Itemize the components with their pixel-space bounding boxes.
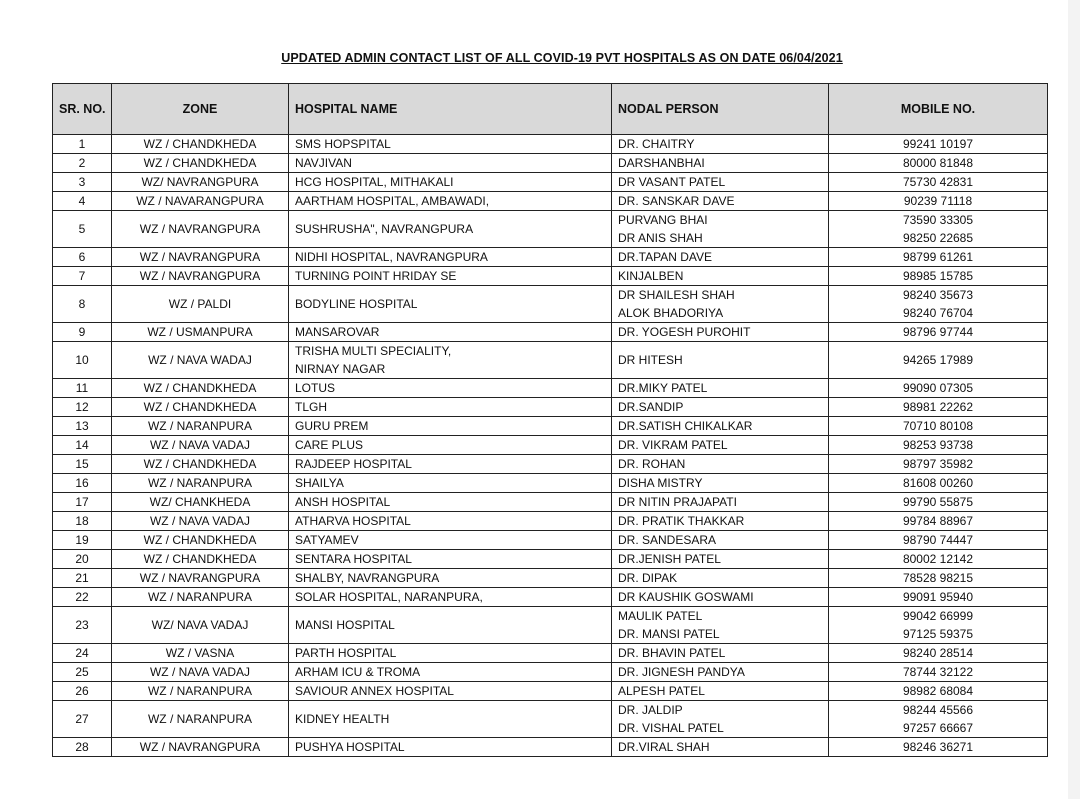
zone-cell: WZ / CHANDKHEDA — [112, 154, 289, 173]
sr-no-cell: 4 — [53, 192, 112, 211]
hospital-name-line: SAVIOUR ANNEX HOSPITAL — [295, 684, 454, 698]
sr-no-cell: 13 — [53, 417, 112, 436]
mobile-number-line: 75730 42831 — [902, 175, 974, 189]
hospital-name-cell — [289, 192, 612, 211]
zone-cell: WZ/ CHANKHEDA — [112, 493, 289, 512]
hospital-name-cell — [289, 644, 612, 663]
mobile-no-cell — [829, 417, 1048, 436]
mobile-no-cell — [829, 436, 1048, 455]
nodal-person-cell — [612, 154, 829, 173]
sr-no-cell: 21 — [53, 569, 112, 588]
sr-no-cell: 15 — [53, 455, 112, 474]
hospital-name-cell — [289, 248, 612, 267]
nodal-person-line: DR. YOGESH PUROHIT — [618, 325, 751, 339]
nodal-person-line: DR VASANT PATEL — [618, 175, 726, 189]
mobile-no-cell — [829, 398, 1048, 417]
mobile-no-cell — [829, 135, 1048, 154]
zone-cell: WZ / NARANPURA — [112, 588, 289, 607]
nodal-person-cell — [612, 398, 829, 417]
mobile-number-line: 98799 61261 — [902, 250, 974, 264]
mobile-no-cell — [829, 644, 1048, 663]
zone-cell: WZ / CHANDKHEDA — [112, 550, 289, 569]
mobile-number-line: 98253 93738 — [902, 438, 974, 452]
nodal-person-line: DR.TAPAN DAVE — [618, 250, 713, 264]
mobile-number-line: 80000 81848 — [902, 156, 974, 170]
hospital-name-line: SOLAR HOSPITAL, NARANPURA, — [295, 590, 483, 604]
nodal-person-cell — [612, 644, 829, 663]
sr-no-cell: 10 — [53, 342, 112, 379]
zone-cell: WZ / NAVRANGPURA — [112, 569, 289, 588]
hospital-name-line: HCG HOSPITAL, MITHAKALI — [295, 175, 454, 189]
nodal-person-line: MAULIK PATEL — [618, 609, 703, 623]
hospital-contact-table — [52, 83, 1048, 757]
table-row — [53, 154, 1048, 173]
hospital-name-cell — [289, 588, 612, 607]
hospital-name-line: SHALBY, NAVRANGPURA — [295, 571, 440, 585]
mobile-no-cell — [829, 607, 1048, 644]
zone-cell: WZ / NAVA WADAJ — [112, 342, 289, 379]
mobile-number-line: 98796 97744 — [902, 325, 974, 339]
hospital-name-cell — [289, 342, 612, 379]
hospital-name-line: SATYAMEV — [295, 533, 359, 547]
hospital-name-cell — [289, 455, 612, 474]
sr-no-cell: 20 — [53, 550, 112, 569]
sr-no-cell: 9 — [53, 323, 112, 342]
table-row — [53, 607, 1048, 644]
nodal-person-line: DR NITIN PRAJAPATI — [618, 495, 737, 509]
mobile-number-line: 99042 66999 — [902, 609, 974, 623]
mobile-number-line: 81608 00260 — [902, 476, 974, 490]
table-row — [53, 588, 1048, 607]
table-body — [53, 135, 1048, 757]
nodal-person-cell — [612, 474, 829, 493]
document-title: UPDATED ADMIN CONTACT LIST OF ALL COVID-19 PVT HOSPITALS AS ON DATE 06/04/2021 — [281, 51, 843, 65]
nodal-person-line: DR. ROHAN — [618, 457, 686, 471]
table-row — [53, 323, 1048, 342]
mobile-number-line: 98240 28514 — [902, 646, 974, 660]
sr-no-cell: 8 — [53, 286, 112, 323]
table-row — [53, 192, 1048, 211]
hospital-name-line: LOTUS — [295, 381, 336, 395]
nodal-person-line: DR.SANDIP — [618, 400, 684, 414]
table-row — [53, 267, 1048, 286]
mobile-no-cell — [829, 738, 1048, 757]
hospital-name-line: TLGH — [295, 400, 328, 414]
nodal-person-cell — [612, 342, 829, 379]
nodal-person-cell — [612, 379, 829, 398]
table-row — [53, 738, 1048, 757]
zone-cell: WZ / PALDI — [112, 286, 289, 323]
header-sr-no: SR. NO. — [53, 84, 112, 135]
nodal-person-line: DR.MIKY PATEL — [618, 381, 708, 395]
zone-cell: WZ / VASNA — [112, 644, 289, 663]
sr-no-cell: 3 — [53, 173, 112, 192]
zone-cell: WZ / CHANDKHEDA — [112, 398, 289, 417]
table-row — [53, 644, 1048, 663]
mobile-no-cell — [829, 154, 1048, 173]
sr-no-cell: 27 — [53, 701, 112, 738]
hospital-name-cell — [289, 286, 612, 323]
mobile-no-cell — [829, 474, 1048, 493]
table-row — [53, 173, 1048, 192]
zone-cell: WZ/ NAVRANGPURA — [112, 173, 289, 192]
hospital-name-line: MANSAROVAR — [295, 325, 380, 339]
header-hospital-name: HOSPITAL NAME — [289, 84, 612, 135]
table-row — [53, 474, 1048, 493]
hospital-name-line: NIRNAY NAGAR — [295, 362, 386, 376]
hospital-name-line: MANSI HOSPITAL — [295, 618, 395, 632]
mobile-number-line: 99784 88967 — [902, 514, 974, 528]
sr-no-cell: 19 — [53, 531, 112, 550]
nodal-person-line: ALOK BHADORIYA — [618, 306, 724, 320]
mobile-no-cell — [829, 323, 1048, 342]
nodal-person-cell — [612, 550, 829, 569]
table-row — [53, 436, 1048, 455]
zone-cell: WZ / NARANPURA — [112, 474, 289, 493]
hospital-name-cell — [289, 173, 612, 192]
mobile-no-cell — [829, 173, 1048, 192]
mobile-number-line: 73590 33305 — [902, 213, 974, 227]
mobile-number-line: 98240 35673 — [902, 288, 974, 302]
mobile-number-line: 70710 80108 — [902, 419, 974, 433]
sr-no-cell: 2 — [53, 154, 112, 173]
nodal-person-line: DR ANIS SHAH — [618, 231, 703, 245]
nodal-person-cell — [612, 738, 829, 757]
table-row — [53, 663, 1048, 682]
table-row — [53, 531, 1048, 550]
mobile-no-cell — [829, 588, 1048, 607]
nodal-person-line: DR. MANSI PATEL — [618, 627, 720, 641]
mobile-number-line: 78744 32122 — [902, 665, 974, 679]
nodal-person-line: DR KAUSHIK GOSWAMI — [618, 590, 754, 604]
mobile-no-cell — [829, 342, 1048, 379]
mobile-number-line: 94265 17989 — [902, 353, 974, 367]
zone-cell: WZ / CHANDKHEDA — [112, 455, 289, 474]
mobile-number-line: 90239 71118 — [903, 194, 973, 208]
hospital-name-cell — [289, 135, 612, 154]
nodal-person-cell — [612, 267, 829, 286]
sr-no-cell: 18 — [53, 512, 112, 531]
nodal-person-line: DR.JENISH PATEL — [618, 552, 721, 566]
hospital-name-line: SMS HOPSPITAL — [295, 137, 391, 151]
nodal-person-line: DR. VIKRAM PATEL — [618, 438, 728, 452]
sr-no-cell: 5 — [53, 211, 112, 248]
table-row — [53, 455, 1048, 474]
mobile-no-cell — [829, 569, 1048, 588]
mobile-no-cell — [829, 682, 1048, 701]
mobile-no-cell — [829, 550, 1048, 569]
mobile-no-cell — [829, 211, 1048, 248]
mobile-no-cell — [829, 531, 1048, 550]
nodal-person-line: DR. VISHAL PATEL — [618, 721, 724, 735]
mobile-number-line: 98790 74447 — [902, 533, 974, 547]
mobile-number-line: 97125 59375 — [902, 627, 974, 641]
hospital-name-cell — [289, 474, 612, 493]
table-header-row — [53, 84, 1048, 135]
mobile-no-cell — [829, 512, 1048, 531]
hospital-name-cell — [289, 682, 612, 701]
nodal-person-cell — [612, 512, 829, 531]
nodal-person-line: DR.SATISH CHIKALKAR — [618, 419, 753, 433]
mobile-number-line: 99090 07305 — [902, 381, 974, 395]
sr-no-cell: 24 — [53, 644, 112, 663]
mobile-number-line: 98985 15785 — [902, 269, 974, 283]
hospital-name-line: SENTARA HOSPITAL — [295, 552, 412, 566]
nodal-person-cell — [612, 417, 829, 436]
hospital-name-line: SUSHRUSHA", NAVRANGPURA — [295, 222, 474, 236]
nodal-person-line: DARSHANBHAI — [618, 156, 705, 170]
nodal-person-cell — [612, 436, 829, 455]
sr-no-cell: 25 — [53, 663, 112, 682]
hospital-name-line: GURU PREM — [295, 419, 369, 433]
hospital-name-cell — [289, 550, 612, 569]
hospital-name-line: NIDHI HOSPITAL, NAVRANGPURA — [295, 250, 488, 264]
hospital-name-cell — [289, 531, 612, 550]
mobile-number-line: 99091 95940 — [902, 590, 974, 604]
table-row — [53, 682, 1048, 701]
mobile-no-cell — [829, 493, 1048, 512]
table-row — [53, 701, 1048, 738]
zone-cell: WZ / NAVRANGPURA — [112, 211, 289, 248]
sr-no-cell: 26 — [53, 682, 112, 701]
nodal-person-cell — [612, 192, 829, 211]
table-row — [53, 493, 1048, 512]
mobile-no-cell — [829, 267, 1048, 286]
mobile-no-cell — [829, 455, 1048, 474]
hospital-name-line: PARTH HOSPITAL — [295, 646, 397, 660]
nodal-person-cell — [612, 248, 829, 267]
hospital-name-line: ANSH HOSPITAL — [295, 495, 391, 509]
hospital-name-line: CARE PLUS — [295, 438, 364, 452]
sr-no-cell: 14 — [53, 436, 112, 455]
nodal-person-line: PURVANG BHAI — [618, 213, 708, 227]
hospital-name-line: PUSHYA HOSPITAL — [295, 740, 405, 754]
hospital-name-cell — [289, 379, 612, 398]
nodal-person-cell — [612, 663, 829, 682]
hospital-name-cell — [289, 154, 612, 173]
nodal-person-cell — [612, 323, 829, 342]
zone-cell: WZ / NAVRANGPURA — [112, 267, 289, 286]
sr-no-cell: 12 — [53, 398, 112, 417]
table-row — [53, 286, 1048, 323]
sr-no-cell: 22 — [53, 588, 112, 607]
hospital-name-line: NAVJIVAN — [295, 156, 352, 170]
zone-cell: WZ / NAVA VADAJ — [112, 512, 289, 531]
table-row — [53, 569, 1048, 588]
sr-no-cell: 17 — [53, 493, 112, 512]
nodal-person-cell — [612, 682, 829, 701]
hospital-name-line: SHAILYA — [295, 476, 344, 490]
table-row — [53, 512, 1048, 531]
hospital-name-cell — [289, 738, 612, 757]
nodal-person-line: DR. DIPAK — [618, 571, 678, 585]
mobile-number-line: 99790 55875 — [902, 495, 974, 509]
zone-cell: WZ / NAVA VADAJ — [112, 663, 289, 682]
table-row — [53, 417, 1048, 436]
sr-no-cell: 16 — [53, 474, 112, 493]
mobile-number-line: 98981 22262 — [902, 400, 974, 414]
mobile-number-line: 98250 22685 — [902, 231, 974, 245]
hospital-name-cell — [289, 512, 612, 531]
nodal-person-cell — [612, 286, 829, 323]
zone-cell: WZ / CHANDKHEDA — [112, 135, 289, 154]
nodal-person-cell — [612, 135, 829, 154]
hospital-name-cell — [289, 493, 612, 512]
nodal-person-line: DISHA MISTRY — [618, 476, 703, 490]
mobile-number-line: 99241 10197 — [902, 137, 974, 151]
nodal-person-line: DR. CHAITRY — [618, 137, 695, 151]
nodal-person-line: DR. JIGNESH PANDYA — [618, 665, 745, 679]
sr-no-cell: 11 — [53, 379, 112, 398]
nodal-person-cell — [612, 531, 829, 550]
zone-cell: WZ / NAVRANGPURA — [112, 248, 289, 267]
nodal-person-cell — [612, 493, 829, 512]
hospital-name-cell — [289, 267, 612, 286]
hospital-name-cell — [289, 417, 612, 436]
mobile-number-line: 97257 66667 — [902, 721, 974, 735]
mobile-number-line: 98797 35982 — [902, 457, 974, 471]
mobile-number-line: 80002 12142 — [902, 552, 974, 566]
hospital-name-line: ARHAM ICU & TROMA — [295, 665, 421, 679]
nodal-person-line: DR. SANDESARA — [618, 533, 717, 547]
nodal-person-line: ALPESH PATEL — [618, 684, 705, 698]
nodal-person-line: KINJALBEN — [618, 269, 684, 283]
zone-cell: WZ / NAVARANGPURA — [112, 192, 289, 211]
hospital-name-line: TRISHA MULTI SPECIALITY, — [295, 344, 452, 358]
zone-cell: WZ / USMANPURA — [112, 323, 289, 342]
nodal-person-cell — [612, 588, 829, 607]
nodal-person-line: DR. SANSKAR DAVE — [618, 194, 735, 208]
table-row — [53, 211, 1048, 248]
mobile-no-cell — [829, 286, 1048, 323]
zone-cell: WZ / CHANDKHEDA — [112, 531, 289, 550]
hospital-name-cell — [289, 323, 612, 342]
nodal-person-cell — [612, 607, 829, 644]
hospital-name-cell — [289, 211, 612, 248]
nodal-person-cell — [612, 173, 829, 192]
nodal-person-line: DR SHAILESH SHAH — [618, 288, 735, 302]
hospital-name-cell — [289, 398, 612, 417]
hospital-name-cell — [289, 436, 612, 455]
table-row — [53, 248, 1048, 267]
mobile-number-line: 98982 68084 — [902, 684, 974, 698]
mobile-number-line: 98240 76704 — [902, 306, 974, 320]
nodal-person-cell — [612, 701, 829, 738]
sr-no-cell: 1 — [53, 135, 112, 154]
nodal-person-cell — [612, 455, 829, 474]
mobile-no-cell — [829, 192, 1048, 211]
sr-no-cell: 28 — [53, 738, 112, 757]
nodal-person-line: DR. BHAVIN PATEL — [618, 646, 726, 660]
header-nodal-person: NODAL PERSON — [612, 84, 829, 135]
table-row — [53, 379, 1048, 398]
nodal-person-line: DR HITESH — [618, 353, 683, 367]
mobile-no-cell — [829, 379, 1048, 398]
mobile-no-cell — [829, 248, 1048, 267]
zone-cell: WZ / NARANPURA — [112, 701, 289, 738]
zone-cell: WZ / NARANPURA — [112, 682, 289, 701]
hospital-name-line: RAJDEEP HOSPITAL — [295, 457, 412, 471]
mobile-no-cell — [829, 663, 1048, 682]
hospital-name-line: KIDNEY HEALTH — [295, 712, 390, 726]
zone-cell: WZ / NAVA VADAJ — [112, 436, 289, 455]
table-row — [53, 398, 1048, 417]
mobile-number-line: 78528 98215 — [902, 571, 974, 585]
sr-no-cell: 7 — [53, 267, 112, 286]
mobile-number-line: 98246 36271 — [902, 740, 974, 754]
hospital-name-line: BODYLINE HOSPITAL — [295, 297, 418, 311]
mobile-no-cell — [829, 701, 1048, 738]
nodal-person-line: DR. JALDIP — [618, 703, 683, 717]
hospital-name-cell — [289, 607, 612, 644]
nodal-person-line: DR. PRATIK THAKKAR — [618, 514, 745, 528]
nodal-person-cell — [612, 569, 829, 588]
table-row — [53, 342, 1048, 379]
mobile-number-line: 98244 45566 — [902, 703, 974, 717]
hospital-name-line: ATHARVA HOSPITAL — [295, 514, 411, 528]
sr-no-cell: 23 — [53, 607, 112, 644]
hospital-name-cell — [289, 701, 612, 738]
table-row — [53, 550, 1048, 569]
nodal-person-line: DR.VIRAL SHAH — [618, 740, 710, 754]
table-row — [53, 135, 1048, 154]
sr-no-cell: 6 — [53, 248, 112, 267]
header-mobile-no: MOBILE NO. — [829, 84, 1048, 135]
header-zone: ZONE — [112, 84, 289, 135]
hospital-name-cell — [289, 569, 612, 588]
zone-cell: WZ / CHANDKHEDA — [112, 379, 289, 398]
hospital-name-cell — [289, 663, 612, 682]
zone-cell: WZ / NAVRANGPURA — [112, 738, 289, 757]
hospital-name-line: TURNING POINT HRIDAY SE — [295, 269, 457, 283]
nodal-person-cell — [612, 211, 829, 248]
hospital-name-line: AARTHAM HOSPITAL, AMBAWADI, — [295, 194, 490, 208]
zone-cell: WZ/ NAVA VADAJ — [112, 607, 289, 644]
zone-cell: WZ / NARANPURA — [112, 417, 289, 436]
